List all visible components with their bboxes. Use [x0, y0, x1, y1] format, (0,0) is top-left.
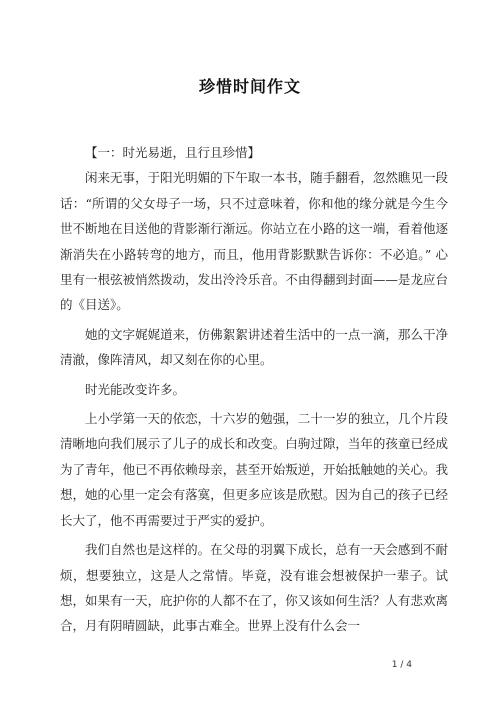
paragraph: 闲来无事，于阳光明媚的下午取一本书，随手翻看，忽然瞧见一段话：“所谓的父女母子一场，只不过意味着，你和他的缘分就是今生今世不断地在目送他的背影渐行渐远。你站立在小路的这一端，看着他逐渐消失在小路转弯的地方，而且，他用背影默默告诉你：不必追。” 心里有一根弦被悄然拨动，发出泠泠乐音。不由得翻到封面——是龙应台的《目送》。: [60, 170, 448, 313]
paragraph: 我们自然也是这样的。在父母的羽翼下成长，总有一天会感到不耐烦，想要独立，这是人之常情。毕竟，没有谁会想被保护一辈子。试想，如果有一天，庇护你的人都不在了，你又该如何生活？人有悲欢离合，月有阴晴圆缺，此事古难全。世界上没有什么会一: [60, 542, 448, 634]
document-body: [60, 140, 448, 643]
paragraph: 她的文字娓娓道来，仿佛絮絮讲述着生活中的一点一滴，那么干净清澈，像阵清风，却又刻在你的心里。: [60, 326, 448, 368]
page-title: 珍惜时间作文: [198, 77, 301, 96]
paragraph: 上小学第一天的依恋，十六岁的勉强，二十一岁的独立，几个片段清晰地向我们展示了儿子的成长和改变。白驹过隙，当年的孩童已经成为了青年，他已不再依赖母亲，甚至开始叛逆，开始抵触她的关心。我想，她的心里一定会有落寞，但更多应该是欣慰。因为自己的孩子已经长大了，他不再需要过于严实的爱护。: [60, 411, 448, 528]
section-title: 【一：时光易逝，且行且珍惜】: [85, 145, 261, 160]
page-number: 1 / 4: [391, 660, 412, 670]
paragraph: 时光能改变许多。: [85, 381, 186, 397]
